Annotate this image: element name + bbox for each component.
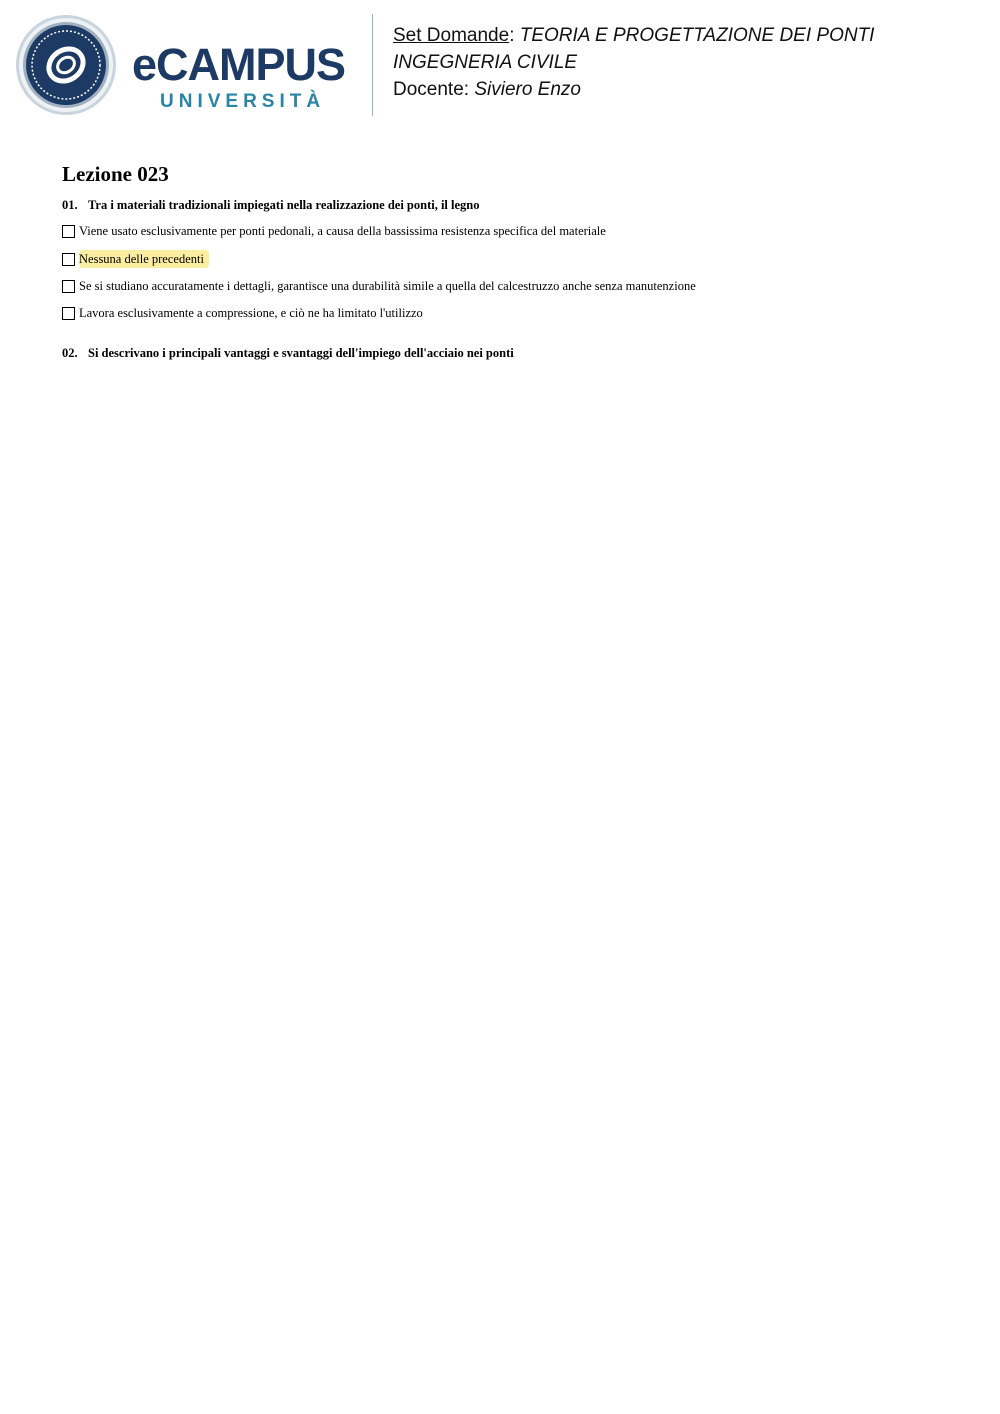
answer-option[interactable] (62, 278, 698, 294)
checkbox-icon[interactable] (62, 307, 75, 320)
ecampus-logo (14, 14, 359, 116)
set-line (393, 22, 874, 49)
page-header (0, 0, 1000, 125)
question-number: 02. (62, 346, 78, 360)
header-divider (372, 14, 373, 116)
question-text: Si descrivano i principali vantaggi e svantaggi dell'impiego dell'acciaio nei ponti (88, 346, 514, 360)
answer-option[interactable] (62, 305, 425, 321)
teacher-line (393, 76, 874, 103)
course-info (393, 22, 874, 103)
course-area: INGEGNERIA CIVILE (393, 52, 578, 73)
question-number: 01. (62, 198, 78, 212)
question-text: Tra i materiali tradizionali impiegati nella realizzazione dei ponti, il legno (88, 198, 480, 212)
set-label: Set Domande (393, 25, 510, 46)
answer-option-text: Lavora esclusivamente a compressione, e ciò ne ha limitato l'utilizzo (79, 306, 423, 320)
course-title: TEORIA E PROGETTAZIONE DEI PONTI (519, 25, 875, 46)
answer-option[interactable] (62, 251, 209, 267)
course-area-line (393, 49, 874, 76)
question-02 (62, 345, 514, 361)
answer-option-text: Se si studiano accuratamente i dettagli, garantisce una durabilità simile a quella del calcestruzzo anche senza manutenzione (79, 279, 696, 293)
university-seal-icon (16, 15, 116, 115)
logo-subtitle: UNIVERSITÀ (160, 91, 326, 112)
teacher-label: Docente: (393, 79, 470, 100)
set-separator: : (509, 25, 515, 46)
answer-option[interactable] (62, 223, 608, 239)
checkbox-icon[interactable] (62, 253, 75, 266)
lesson-title: Lezione 023 (62, 162, 169, 186)
answer-option-text-highlighted: Nessuna delle precedenti (79, 250, 209, 268)
question-01 (62, 197, 480, 213)
teacher-name: Siviero Enzo (474, 79, 581, 100)
answer-option-text: Viene usato esclusivamente per ponti pedonali, a causa della bassissima resistenza specifica del materiale (79, 224, 606, 238)
checkbox-icon[interactable] (62, 225, 75, 238)
logo-wordmark: eCAMPUS (132, 39, 346, 90)
checkbox-icon[interactable] (62, 280, 75, 293)
